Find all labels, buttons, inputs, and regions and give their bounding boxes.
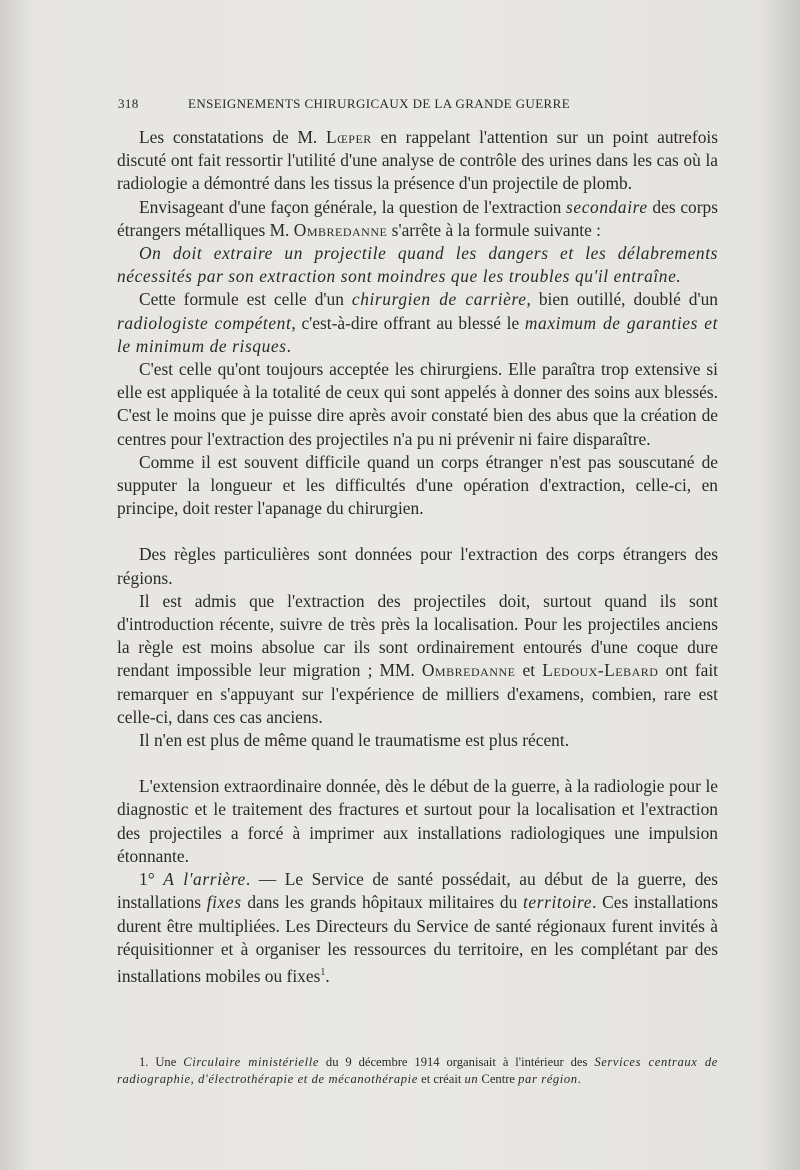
paragraph-2: Envisageant d'une façon générale, la question de l'extraction secondaire des corps étrangers métalliques M. Ombredanne s'arrête à la formule suivante : <box>117 196 718 240</box>
author-name: Ledoux-Lebard <box>542 660 659 681</box>
page-header <box>118 96 618 116</box>
paragraph-3-quote: On doit extraire un projectile quand les dangers et les délabrements nécessités par son extraction sont moindres que les troubles qu'il entraîne. <box>117 243 718 287</box>
paragraph-8: Il est admis que l'extraction des projectiles doit, surtout quand ils sont d'introduction récente, suivre de très près la localisation. Pour les projectiles anciens la règle est moins absolue car ils sont ordinairement entourés d'une coque dure rendant impossible leur migration ; MM. Ombredanne et Ledoux-Lebard ont fait remarquer en s'appuyant sur l'expérience de milliers d'examens, combien, rare est celle-ci, dans ces cas anciens. <box>117 590 719 727</box>
paragraph-4: Cette formule est celle d'un chirurgien de carrière, bien outillé, doublé d'un radiologiste compétent, c'est-à-dire offrant au blessé le maximum de garanties et le minimum de risques. <box>117 289 718 356</box>
author-name: Ombredanne <box>293 219 388 240</box>
paragraph-11: 1° A l'arrière. — Le Service de santé possédait, au début de la guerre, des installations fixes dans les grands hôpitaux militaires du territoire. Ces installations durent être multipliées. Les Directeurs du Service de santé régionaux furent invités à réquisitionner et à organiser les ressources du territoire, en les complétant par des installations mobiles ou fixes$^1$. <box>117 869 719 986</box>
paragraph-6: Comme il est souvent difficile quand un corps étranger n'est pas souscutané de supputer la longueur et les difficultés d'une opération d'extraction, celle-ci, en principe, doit rester l'apanage du chirurgien. <box>117 451 718 519</box>
paragraph-1: Les constatations de M. Lœper en rappelant l'attention sur un point autrefois discuté ont fait ressortir l'utilité d'une analyse de contrôle des urines dans les cas où la radiologie a démontré dans les tissus la présence d'un projectile de plomb. <box>117 127 718 194</box>
paragraph-7: Des règles particulières sont données pour l'extraction des corps étrangers des régions. <box>117 544 718 588</box>
paragraph-5: C'est celle qu'ont toujours acceptée les chirurgiens. Elle paraîtra trop extensive si elle est appliquée à la totalité de ceux qui sont appelés à donner des soins aux blessés. C'est le moins que je puisse dire après avoir constaté bien des abus que la création de centres pour l'extraction des projectiles n'a pu ni prévenir ni faire disparaître. <box>117 359 718 449</box>
footnote: 1. Une Circulaire ministérielle du 9 décembre 1914 organisait à l'intérieur des Services centraux de radiographie, d'électrothérapie et de mécanothérapie et créait un Centre par région. <box>117 1055 719 1086</box>
running-title: ENSEIGNEMENTS CHIRURGICAUX DE LA GRANDE GUERRE <box>188 96 571 111</box>
footnote-ref: 1 <box>320 966 326 978</box>
body-text <box>117 126 718 988</box>
author-name: Ombredanne <box>421 660 516 681</box>
page-number: 318 <box>118 96 139 111</box>
author-name: Lœper <box>326 127 372 147</box>
paragraph-9: Il n'en est plus de même quand le traumatisme est plus récent. <box>139 730 570 751</box>
paragraph-10: L'extension extraordinaire donnée, dès le début de la guerre, à la radiologie pour le diagnostic et le traitement des fractures et surtout pour la localisation et l'extraction des projectiles a forcé à imprimer aux installations radiologiques une impulsion étonnante. <box>117 776 718 866</box>
